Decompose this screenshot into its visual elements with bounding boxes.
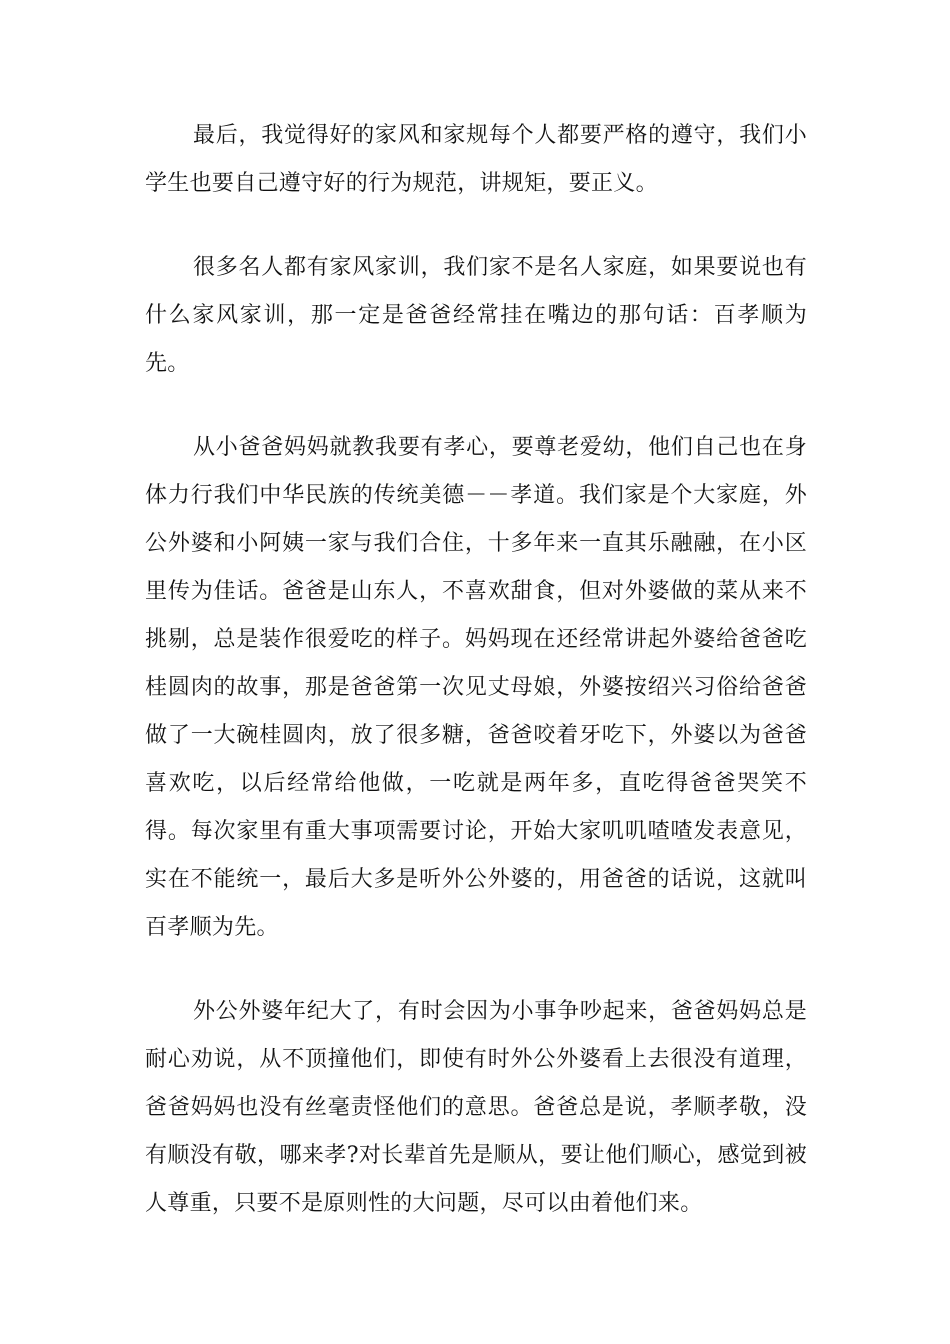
document-body xyxy=(145,112,807,1264)
paragraph-4: 外公外婆年纪大了，有时会因为小事争吵起来，爸爸妈妈总是耐心劝说，从不顶撞他们，即使有时外公外婆看上去很没有道理，爸爸妈妈也没有丝毫责怪他们的意思。爸爸总是说，孝顺孝敬，没有顺没有敬，哪来孝?对长辈首先是顺从，要让他们顺心，感觉到被人尊重，只要不是原则性的大问题，尽可以由着他们来。 xyxy=(145,999,807,1216)
paragraph-2: 很多名人都有家风家训，我们家不是名人家庭，如果要说也有什么家风家训，那一定是爸爸经常挂在嘴边的那句话：百孝顺为先。 xyxy=(145,255,807,376)
paragraph-3: 从小爸爸妈妈就教我要有孝心，要尊老爱幼，他们自己也在身体力行我们中华民族的传统美德－－孝道。我们家是个大家庭，外公外婆和小阿姨一家与我们合住，十多年来一直其乐融融，在小区里传为佳话。爸爸是山东人，不喜欢甜食，但对外婆做的菜从来不挑剔，总是装作很爱吃的样子。妈妈现在还经常讲起外婆给爸爸吃桂圆肉的故事，那是爸爸第一次见丈母娘，外婆按绍兴习俗给爸爸做了一大碗桂圆肉，放了很多糖，爸爸咬着牙吃下，外婆以为爸爸喜欢吃，以后经常给他做，一吃就是两年多，直吃得爸爸哭笑不得。每次家里有重大事项需要讨论，开始大家叽叽喳喳发表意见，实在不能统一，最后大多是听外公外婆的，用爸爸的话说，这就叫百孝顺为先。 xyxy=(145,435,807,940)
paragraph-1: 最后，我觉得好的家风和家规每个人都要严格的遵守，我们小学生也要自己遵守好的行为规范，讲规矩，要正义。 xyxy=(145,123,807,196)
